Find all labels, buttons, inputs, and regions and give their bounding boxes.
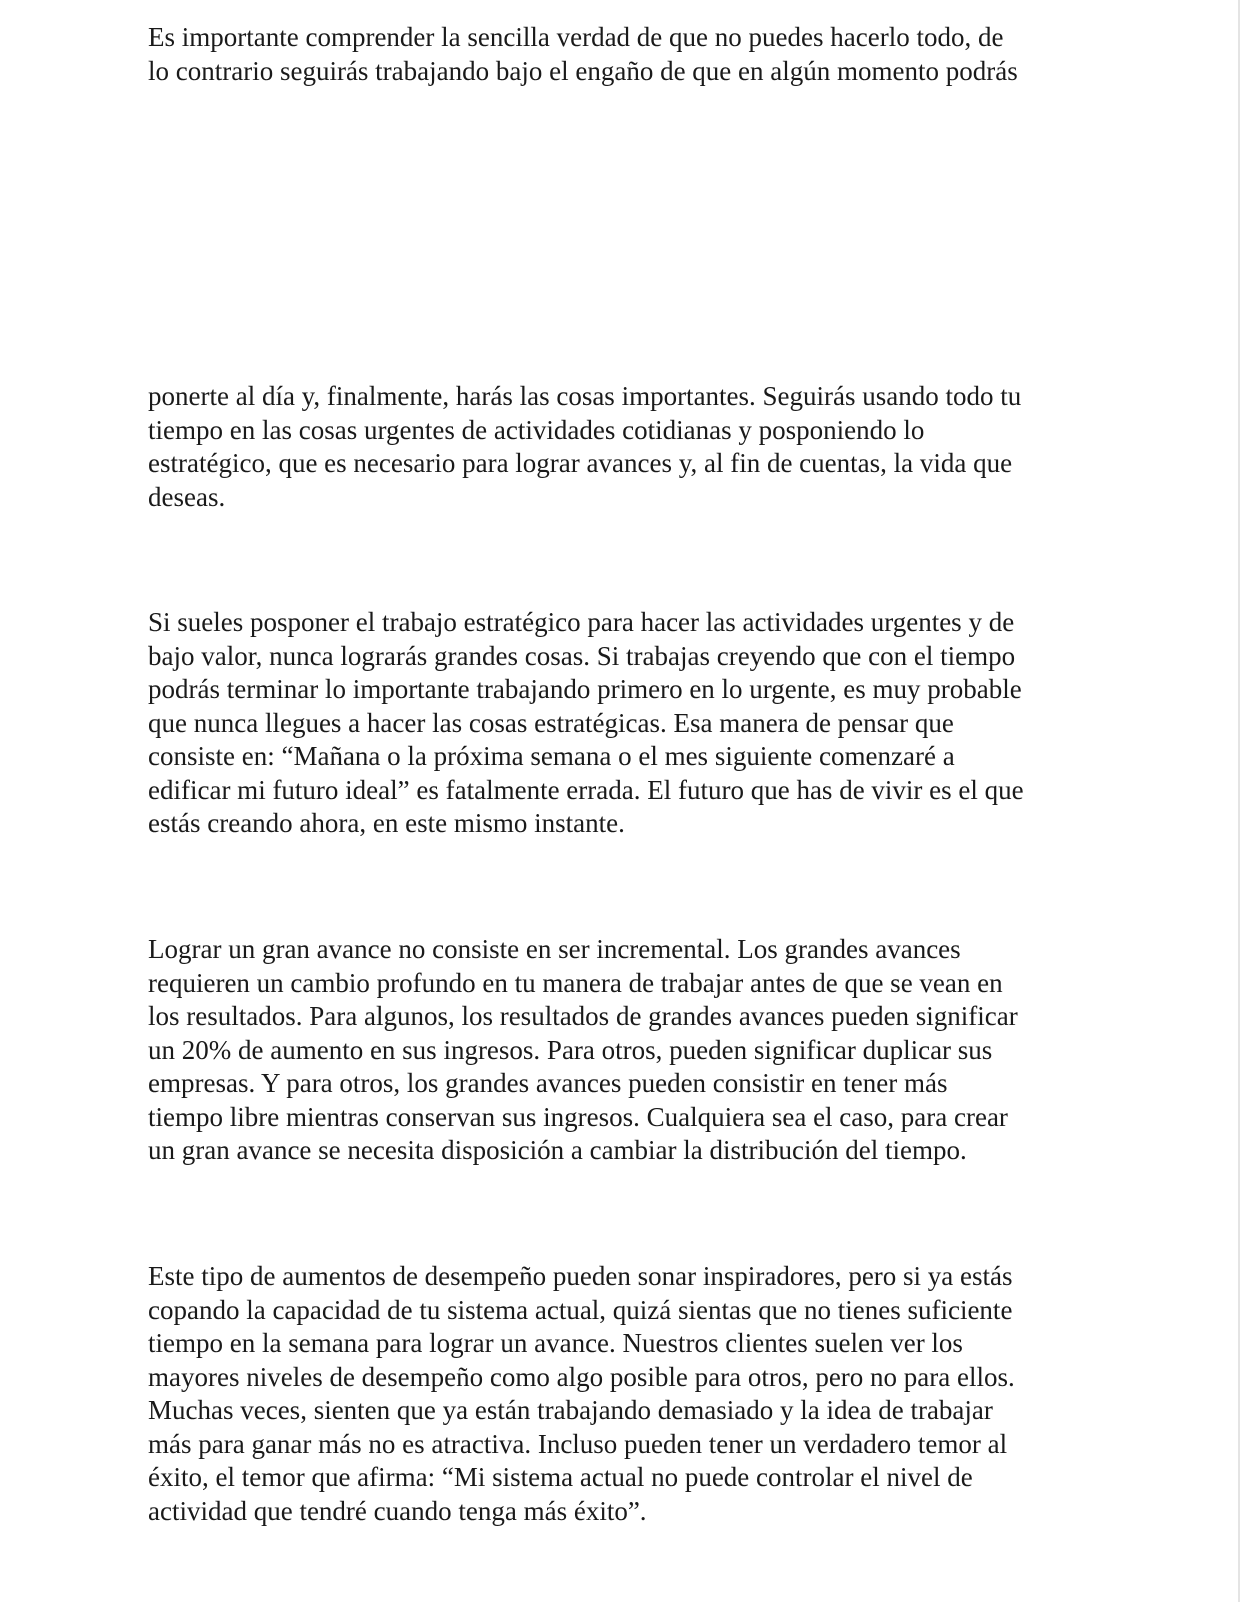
paragraph-5: Este tipo de aumentos de desempeño pueden sonar inspiradores, pero si ya estás copando la capacidad de tu sistema actual, quizá sientas que no tienes suficiente tiempo en la semana para lograr un avance. Nuestros clientes suelen ver los mayores niveles de desempeño como algo posible para otros, pero no para ellos. Muchas veces, sienten que ya están trabajando demasiado y la idea de trabajar más para ganar más no es atractiva. Incluso pueden tener un verdadero temor al éxito, el temor que afirma: “Mi sistema actual no puede controlar el nivel de actividad que tendré cuando tenga más éxito”. xyxy=(148,1261,1015,1526)
paragraph-1: Es importante comprender la sencilla verdad de que no puedes hacerlo todo, de lo contrario seguirás trabajando bajo el engaño de que en algún momento podrás xyxy=(148,22,1018,86)
paragraph-3: Si sueles posponer el trabajo estratégico para hacer las actividades urgentes y de bajo valor, nunca lograrás grandes cosas. Si trabajas creyendo que con el tiempo podrás terminar lo importante trabajando primero en lo urgente, es muy probable que nunca llegues a hacer las cosas estratégicas. Esa manera de pensar que consiste en: “Mañana o la próxima semana o el mes siguiente comenzaré a edificar mi futuro ideal” es fatalmente errada. El futuro que has de vivir es el que estás creando ahora, en este mismo instante. xyxy=(148,607,1024,838)
paragraph-2: ponerte al día y, finalmente, harás las cosas importantes. Seguirás usando todo tu tiempo en las cosas urgentes de actividades cotidianas y posponiendo lo estratégico, que es necesario para lograr avances y, al fin de cuentas, la vida que deseas. xyxy=(148,381,1022,512)
paragraph-4: Lograr un gran avance no consiste en ser incremental. Los grandes avances requieren un cambio profundo en tu manera de trabajar antes de que se vean en los resultados. Para algunos, los resultados de grandes avances pueden significar un 20% de aumento en sus ingresos. Para otros, pueden significar duplicar sus empresas. Y para otros, los grandes avances pueden consistir en tener más tiempo libre mientras conservan sus ingresos. Cualquiera sea el caso, para crear un gran avance se necesita disposición a cambiar la distribución del tiempo. xyxy=(148,934,1018,1165)
